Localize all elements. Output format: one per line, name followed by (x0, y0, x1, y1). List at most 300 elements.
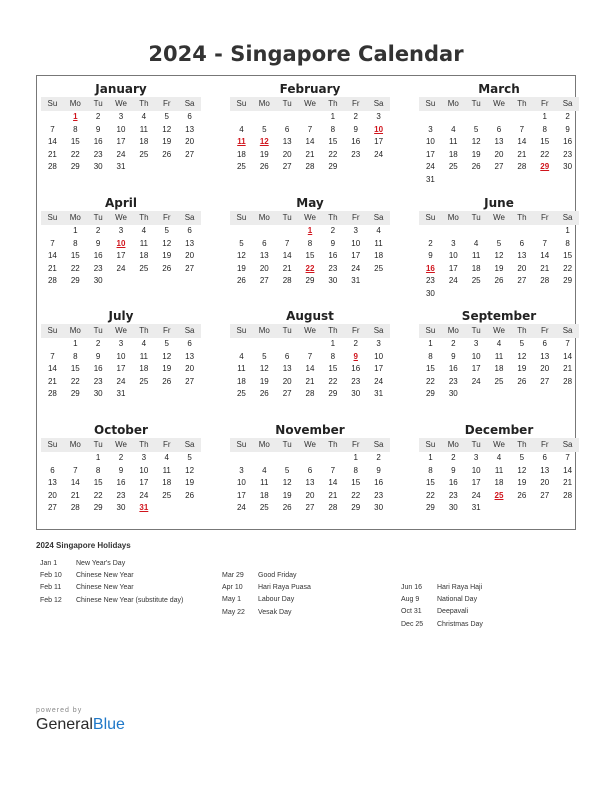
day-cell[interactable]: 26 (259, 389, 269, 398)
day-cell[interactable]: 12 (471, 137, 481, 146)
day-cell[interactable]: 6 (187, 112, 192, 121)
day-cell[interactable]: 24 (139, 490, 149, 500)
day-cell[interactable]: 27 (259, 276, 269, 285)
day-cell[interactable]: 9 (565, 124, 570, 134)
day-cell[interactable]: 15 (93, 478, 103, 487)
day-cell[interactable]: 31 (116, 389, 126, 398)
day-cell[interactable]: 2 (565, 112, 570, 121)
day-cell[interactable]: 13 (494, 137, 504, 146)
day-cell[interactable]: 3 (353, 226, 358, 235)
day-cell[interactable]: 7 (50, 124, 55, 134)
day-cell[interactable]: 13 (305, 478, 315, 487)
day-cell[interactable]: 9 (353, 124, 358, 134)
day-cell[interactable]: 11 (449, 137, 458, 146)
day-cell[interactable]: 25 (236, 162, 246, 171)
day-cell[interactable]: 30 (93, 276, 103, 285)
day-cell[interactable]: 4 (239, 351, 244, 361)
day-cell[interactable]: 26 (494, 276, 504, 285)
day-cell[interactable]: 15 (563, 251, 573, 260)
day-cell[interactable]: 14 (282, 251, 292, 260)
day-cell[interactable]: 20 (517, 263, 527, 273)
day-cell[interactable]: 16 (351, 137, 361, 146)
day-cell[interactable]: 25 (494, 376, 504, 386)
day-cell[interactable]: 12 (236, 251, 246, 260)
day-cell[interactable]: 4 (262, 465, 267, 475)
day-cell[interactable]: 19 (162, 137, 172, 146)
day-cell[interactable]: 22 (425, 376, 435, 386)
day-cell[interactable]: 16 (93, 251, 103, 260)
day-cell[interactable]: 5 (473, 124, 479, 134)
day-cell[interactable]: 10 (139, 465, 149, 475)
day-cell[interactable]: 21 (563, 478, 573, 487)
day-cell[interactable]: 28 (282, 276, 292, 285)
day-cell[interactable]: 3 (141, 453, 147, 462)
day-cell[interactable]: 30 (425, 288, 435, 298)
day-cell[interactable]: 21 (305, 149, 315, 159)
day-cell[interactable]: 8 (428, 465, 433, 475)
day-cell[interactable]: 17 (425, 149, 435, 159)
day-cell[interactable]: 19 (494, 263, 504, 273)
day-cell[interactable]: 30 (374, 503, 384, 512)
day-cell[interactable]: 4 (496, 453, 502, 462)
day-cell[interactable]: 19 (259, 149, 269, 159)
day-cell[interactable]: 29 (425, 389, 435, 398)
day-cell[interactable]: 6 (496, 124, 502, 134)
day-cell[interactable]: 28 (328, 503, 338, 512)
day-cell[interactable]: 21 (563, 364, 573, 373)
day-cell[interactable]: 25 (374, 263, 384, 273)
day-cell[interactable]: 17 (116, 137, 126, 146)
day-cell[interactable]: 14 (517, 137, 527, 146)
day-cell[interactable]: 9 (95, 124, 101, 134)
day-cell[interactable]: 20 (540, 364, 550, 373)
day-cell[interactable]: 29 (351, 503, 361, 512)
day-cell[interactable]: 17 (236, 490, 246, 500)
day-cell[interactable]: 26 (517, 376, 527, 386)
day-cell[interactable]: 11 (471, 251, 481, 260)
day-cell[interactable]: 14 (47, 137, 57, 146)
day-cell[interactable]: 7 (565, 339, 570, 348)
day-cell[interactable]: 5 (519, 339, 525, 348)
day-cell[interactable]: 20 (305, 490, 315, 500)
day-cell[interactable]: 28 (305, 162, 315, 171)
day-cell[interactable]: 10 (425, 137, 435, 146)
day-cell[interactable]: 26 (162, 149, 172, 159)
day-cell[interactable]: 29 (425, 503, 435, 512)
day-cell[interactable]: 5 (496, 238, 502, 248)
day-cell[interactable]: 23 (93, 149, 103, 159)
generalblue-logo[interactable] (36, 716, 125, 734)
day-cell[interactable]: 25 (139, 263, 149, 273)
day-cell[interactable]: 15 (351, 478, 361, 487)
day-cell[interactable]: 8 (73, 351, 78, 361)
day-cell[interactable]: 26 (259, 162, 269, 171)
day-cell[interactable]: 9 (95, 238, 101, 248)
day-cell[interactable]: 1 (73, 226, 78, 235)
day-cell[interactable]: 28 (540, 276, 550, 285)
day-cell[interactable]: 13 (540, 465, 550, 475)
day-cell[interactable]: 12 (162, 124, 172, 134)
day-cell[interactable]: 14 (47, 364, 57, 373)
day-cell[interactable]: 7 (307, 124, 313, 134)
day-cell[interactable]: 23 (93, 376, 103, 386)
day-cell[interactable]: 10 (351, 238, 361, 248)
day-cell[interactable]: 31 (425, 174, 435, 184)
holiday-day-cell[interactable]: 9 (353, 351, 358, 361)
day-cell[interactable]: 4 (164, 453, 169, 462)
day-cell[interactable]: 26 (162, 376, 172, 386)
day-cell[interactable]: 19 (162, 251, 172, 260)
day-cell[interactable]: 3 (451, 238, 456, 248)
day-cell[interactable]: 3 (473, 339, 479, 348)
day-cell[interactable]: 12 (162, 351, 172, 361)
day-cell[interactable]: 2 (353, 339, 358, 348)
day-cell[interactable]: 8 (330, 124, 336, 134)
day-cell[interactable]: 2 (95, 339, 101, 348)
day-cell[interactable]: 15 (328, 364, 338, 373)
day-cell[interactable]: 23 (374, 490, 384, 500)
day-cell[interactable]: 2 (451, 339, 456, 348)
day-cell[interactable]: 24 (471, 376, 481, 386)
day-cell[interactable]: 3 (376, 339, 381, 348)
day-cell[interactable]: 18 (236, 376, 246, 386)
day-cell[interactable]: 13 (47, 478, 57, 487)
day-cell[interactable]: 23 (448, 376, 458, 386)
day-cell[interactable]: 27 (540, 376, 550, 386)
day-cell[interactable]: 18 (471, 263, 481, 273)
day-cell[interactable]: 19 (471, 149, 481, 159)
day-cell[interactable]: 24 (471, 490, 481, 500)
day-cell[interactable]: 19 (185, 478, 195, 487)
day-cell[interactable]: 24 (374, 149, 384, 159)
day-cell[interactable]: 1 (565, 226, 570, 235)
day-cell[interactable]: 15 (70, 251, 80, 260)
day-cell[interactable]: 22 (70, 263, 80, 273)
holiday-day-cell[interactable]: 10 (374, 124, 384, 134)
day-cell[interactable]: 2 (330, 226, 336, 235)
day-cell[interactable]: 14 (305, 364, 315, 373)
day-cell[interactable]: 7 (330, 465, 336, 475)
day-cell[interactable]: 6 (284, 124, 290, 134)
day-cell[interactable]: 29 (328, 162, 338, 171)
day-cell[interactable]: 1 (428, 339, 433, 348)
day-cell[interactable]: 28 (70, 503, 80, 512)
day-cell[interactable]: 3 (239, 465, 244, 475)
day-cell[interactable]: 18 (139, 137, 149, 146)
day-cell[interactable]: 23 (425, 276, 435, 285)
day-cell[interactable]: 11 (374, 238, 383, 248)
day-cell[interactable]: 3 (428, 124, 433, 134)
day-cell[interactable]: 26 (282, 503, 292, 512)
day-cell[interactable]: 9 (95, 351, 101, 361)
day-cell[interactable]: 11 (162, 465, 171, 475)
day-cell[interactable]: 10 (374, 351, 384, 361)
day-cell[interactable]: 19 (236, 263, 246, 273)
day-cell[interactable]: 24 (448, 276, 458, 285)
day-cell[interactable]: 6 (542, 453, 547, 462)
day-cell[interactable]: 28 (563, 376, 573, 386)
holiday-day-cell[interactable]: 11 (237, 137, 246, 146)
day-cell[interactable]: 13 (185, 238, 195, 248)
day-cell[interactable]: 7 (307, 351, 313, 361)
day-cell[interactable]: 10 (116, 124, 126, 134)
day-cell[interactable]: 18 (374, 251, 384, 260)
day-cell[interactable]: 12 (162, 238, 172, 248)
day-cell[interactable]: 4 (376, 226, 381, 235)
day-cell[interactable]: 1 (353, 453, 358, 462)
day-cell[interactable]: 19 (517, 364, 527, 373)
holiday-day-cell[interactable]: 29 (540, 162, 550, 171)
day-cell[interactable]: 2 (353, 112, 358, 121)
day-cell[interactable]: 22 (70, 376, 80, 386)
day-cell[interactable]: 20 (540, 478, 550, 487)
day-cell[interactable]: 16 (351, 364, 361, 373)
day-cell[interactable]: 15 (425, 364, 435, 373)
day-cell[interactable]: 27 (282, 162, 292, 171)
day-cell[interactable]: 17 (351, 251, 361, 260)
day-cell[interactable]: 30 (448, 503, 458, 512)
day-cell[interactable]: 6 (50, 465, 55, 475)
day-cell[interactable]: 24 (116, 263, 126, 273)
day-cell[interactable]: 13 (540, 351, 550, 361)
day-cell[interactable]: 30 (351, 389, 361, 398)
day-cell[interactable]: 24 (374, 376, 384, 386)
day-cell[interactable]: 14 (305, 137, 315, 146)
day-cell[interactable]: 14 (70, 478, 80, 487)
day-cell[interactable]: 18 (139, 251, 149, 260)
day-cell[interactable]: 11 (494, 465, 504, 475)
day-cell[interactable]: 28 (563, 490, 573, 500)
day-cell[interactable]: 16 (93, 364, 103, 373)
day-cell[interactable]: 11 (139, 351, 149, 361)
day-cell[interactable]: 26 (162, 263, 172, 273)
holiday-day-cell[interactable]: 10 (116, 238, 126, 248)
day-cell[interactable]: 25 (471, 276, 481, 285)
day-cell[interactable]: 2 (451, 453, 456, 462)
day-cell[interactable]: 10 (471, 465, 481, 475)
day-cell[interactable]: 4 (451, 124, 456, 134)
day-cell[interactable]: 15 (70, 364, 80, 373)
day-cell[interactable]: 27 (185, 263, 195, 273)
day-cell[interactable]: 24 (236, 503, 246, 512)
day-cell[interactable]: 18 (494, 364, 504, 373)
day-cell[interactable]: 3 (118, 226, 124, 235)
day-cell[interactable]: 31 (374, 389, 384, 398)
day-cell[interactable]: 2 (95, 226, 101, 235)
day-cell[interactable]: 24 (351, 263, 361, 273)
day-cell[interactable]: 8 (428, 351, 433, 361)
day-cell[interactable]: 14 (563, 351, 573, 361)
day-cell[interactable]: 13 (185, 351, 195, 361)
day-cell[interactable]: 21 (47, 376, 57, 386)
day-cell[interactable]: 18 (162, 478, 172, 487)
day-cell[interactable]: 18 (139, 364, 149, 373)
day-cell[interactable]: 6 (187, 226, 192, 235)
day-cell[interactable]: 9 (428, 251, 433, 260)
holiday-day-cell[interactable]: 1 (307, 226, 313, 235)
day-cell[interactable]: 23 (351, 376, 361, 386)
day-cell[interactable]: 12 (494, 251, 504, 260)
day-cell[interactable]: 20 (259, 263, 269, 273)
day-cell[interactable]: 28 (47, 162, 57, 171)
day-cell[interactable]: 20 (185, 137, 195, 146)
day-cell[interactable]: 13 (185, 124, 195, 134)
day-cell[interactable]: 5 (164, 339, 169, 348)
day-cell[interactable]: 18 (259, 490, 269, 500)
day-cell[interactable]: 25 (139, 376, 149, 386)
day-cell[interactable]: 13 (282, 137, 292, 146)
day-cell[interactable]: 5 (187, 453, 192, 462)
day-cell[interactable]: 20 (494, 149, 504, 159)
day-cell[interactable]: 18 (236, 149, 246, 159)
day-cell[interactable]: 25 (259, 503, 269, 512)
day-cell[interactable]: 21 (70, 490, 80, 500)
day-cell[interactable]: 17 (139, 478, 149, 487)
day-cell[interactable]: 8 (307, 238, 313, 248)
day-cell[interactable]: 16 (448, 364, 458, 373)
day-cell[interactable]: 17 (116, 364, 126, 373)
day-cell[interactable]: 10 (116, 351, 126, 361)
day-cell[interactable]: 17 (448, 263, 458, 273)
day-cell[interactable]: 30 (328, 276, 338, 285)
day-cell[interactable]: 22 (93, 490, 103, 500)
day-cell[interactable]: 6 (519, 238, 525, 248)
day-cell[interactable]: 7 (73, 465, 78, 475)
day-cell[interactable]: 31 (351, 276, 361, 285)
day-cell[interactable]: 29 (70, 162, 80, 171)
day-cell[interactable]: 20 (282, 149, 292, 159)
day-cell[interactable]: 5 (262, 351, 267, 361)
day-cell[interactable]: 23 (328, 263, 338, 273)
day-cell[interactable]: 22 (563, 263, 573, 273)
day-cell[interactable]: 5 (284, 465, 290, 475)
day-cell[interactable]: 1 (95, 453, 101, 462)
day-cell[interactable]: 30 (563, 162, 573, 171)
day-cell[interactable]: 21 (540, 263, 550, 273)
day-cell[interactable]: 17 (374, 137, 384, 146)
day-cell[interactable]: 9 (376, 465, 381, 475)
day-cell[interactable]: 23 (351, 149, 361, 159)
day-cell[interactable]: 7 (50, 238, 55, 248)
day-cell[interactable]: 23 (563, 149, 573, 159)
day-cell[interactable]: 4 (141, 226, 147, 235)
holiday-day-cell[interactable]: 1 (73, 112, 78, 121)
day-cell[interactable]: 15 (328, 137, 338, 146)
day-cell[interactable]: 24 (116, 376, 126, 386)
day-cell[interactable]: 13 (282, 364, 292, 373)
day-cell[interactable]: 21 (47, 263, 57, 273)
day-cell[interactable]: 4 (496, 339, 502, 348)
day-cell[interactable]: 13 (259, 251, 269, 260)
day-cell[interactable]: 21 (305, 376, 315, 386)
day-cell[interactable]: 1 (330, 112, 336, 121)
day-cell[interactable]: 11 (139, 124, 149, 134)
day-cell[interactable]: 12 (282, 478, 292, 487)
day-cell[interactable]: 6 (187, 339, 192, 348)
day-cell[interactable]: 23 (93, 263, 103, 273)
day-cell[interactable]: 7 (565, 453, 570, 462)
day-cell[interactable]: 22 (328, 376, 338, 386)
day-cell[interactable]: 14 (47, 251, 57, 260)
day-cell[interactable]: 12 (185, 465, 195, 475)
day-cell[interactable]: 19 (282, 490, 292, 500)
day-cell[interactable]: 30 (448, 389, 458, 398)
day-cell[interactable]: 22 (540, 149, 550, 159)
day-cell[interactable]: 2 (376, 453, 381, 462)
day-cell[interactable]: 1 (542, 112, 547, 121)
day-cell[interactable]: 12 (517, 465, 527, 475)
day-cell[interactable]: 31 (471, 503, 481, 512)
day-cell[interactable]: 25 (139, 149, 149, 159)
day-cell[interactable]: 29 (70, 276, 80, 285)
day-cell[interactable]: 7 (519, 124, 525, 134)
day-cell[interactable]: 1 (428, 453, 433, 462)
day-cell[interactable]: 4 (473, 238, 479, 248)
day-cell[interactable]: 3 (118, 112, 124, 121)
day-cell[interactable]: 17 (116, 251, 126, 260)
day-cell[interactable]: 22 (328, 149, 338, 159)
day-cell[interactable]: 16 (328, 251, 338, 260)
day-cell[interactable]: 16 (374, 478, 384, 487)
day-cell[interactable]: 3 (376, 112, 381, 121)
day-cell[interactable]: 28 (305, 389, 315, 398)
day-cell[interactable]: 4 (141, 112, 147, 121)
day-cell[interactable]: 5 (239, 238, 244, 248)
day-cell[interactable]: 4 (141, 339, 147, 348)
day-cell[interactable]: 15 (305, 251, 315, 260)
day-cell[interactable]: 25 (162, 490, 172, 500)
day-cell[interactable]: 28 (47, 276, 57, 285)
day-cell[interactable]: 24 (116, 149, 126, 159)
day-cell[interactable]: 6 (307, 465, 313, 475)
day-cell[interactable]: 23 (116, 490, 126, 500)
day-cell[interactable]: 20 (185, 251, 195, 260)
day-cell[interactable]: 22 (70, 149, 80, 159)
day-cell[interactable]: 8 (73, 124, 78, 134)
day-cell[interactable]: 29 (305, 276, 315, 285)
holiday-day-cell[interactable]: 31 (139, 503, 149, 512)
day-cell[interactable]: 27 (494, 162, 504, 171)
day-cell[interactable]: 3 (473, 453, 479, 462)
day-cell[interactable]: 27 (305, 503, 315, 512)
day-cell[interactable]: 5 (164, 112, 169, 121)
day-cell[interactable]: 30 (116, 503, 126, 512)
day-cell[interactable]: 29 (93, 503, 103, 512)
day-cell[interactable]: 29 (563, 276, 573, 285)
day-cell[interactable]: 11 (139, 238, 149, 248)
day-cell[interactable]: 11 (237, 364, 246, 373)
day-cell[interactable]: 3 (118, 339, 124, 348)
day-cell[interactable]: 10 (471, 351, 481, 361)
day-cell[interactable]: 8 (565, 238, 570, 248)
day-cell[interactable]: 8 (73, 238, 78, 248)
day-cell[interactable]: 8 (542, 124, 547, 134)
day-cell[interactable]: 5 (262, 124, 267, 134)
day-cell[interactable]: 31 (116, 162, 126, 171)
day-cell[interactable]: 8 (95, 465, 101, 475)
day-cell[interactable]: 6 (542, 339, 547, 348)
day-cell[interactable]: 14 (563, 465, 573, 475)
day-cell[interactable]: 9 (118, 465, 124, 475)
day-cell[interactable]: 17 (471, 478, 481, 487)
day-cell[interactable]: 26 (517, 490, 527, 500)
day-cell[interactable]: 27 (282, 389, 292, 398)
day-cell[interactable]: 29 (70, 389, 80, 398)
day-cell[interactable]: 11 (494, 351, 504, 361)
day-cell[interactable]: 23 (448, 490, 458, 500)
day-cell[interactable]: 30 (93, 162, 103, 171)
day-cell[interactable]: 9 (451, 465, 456, 475)
